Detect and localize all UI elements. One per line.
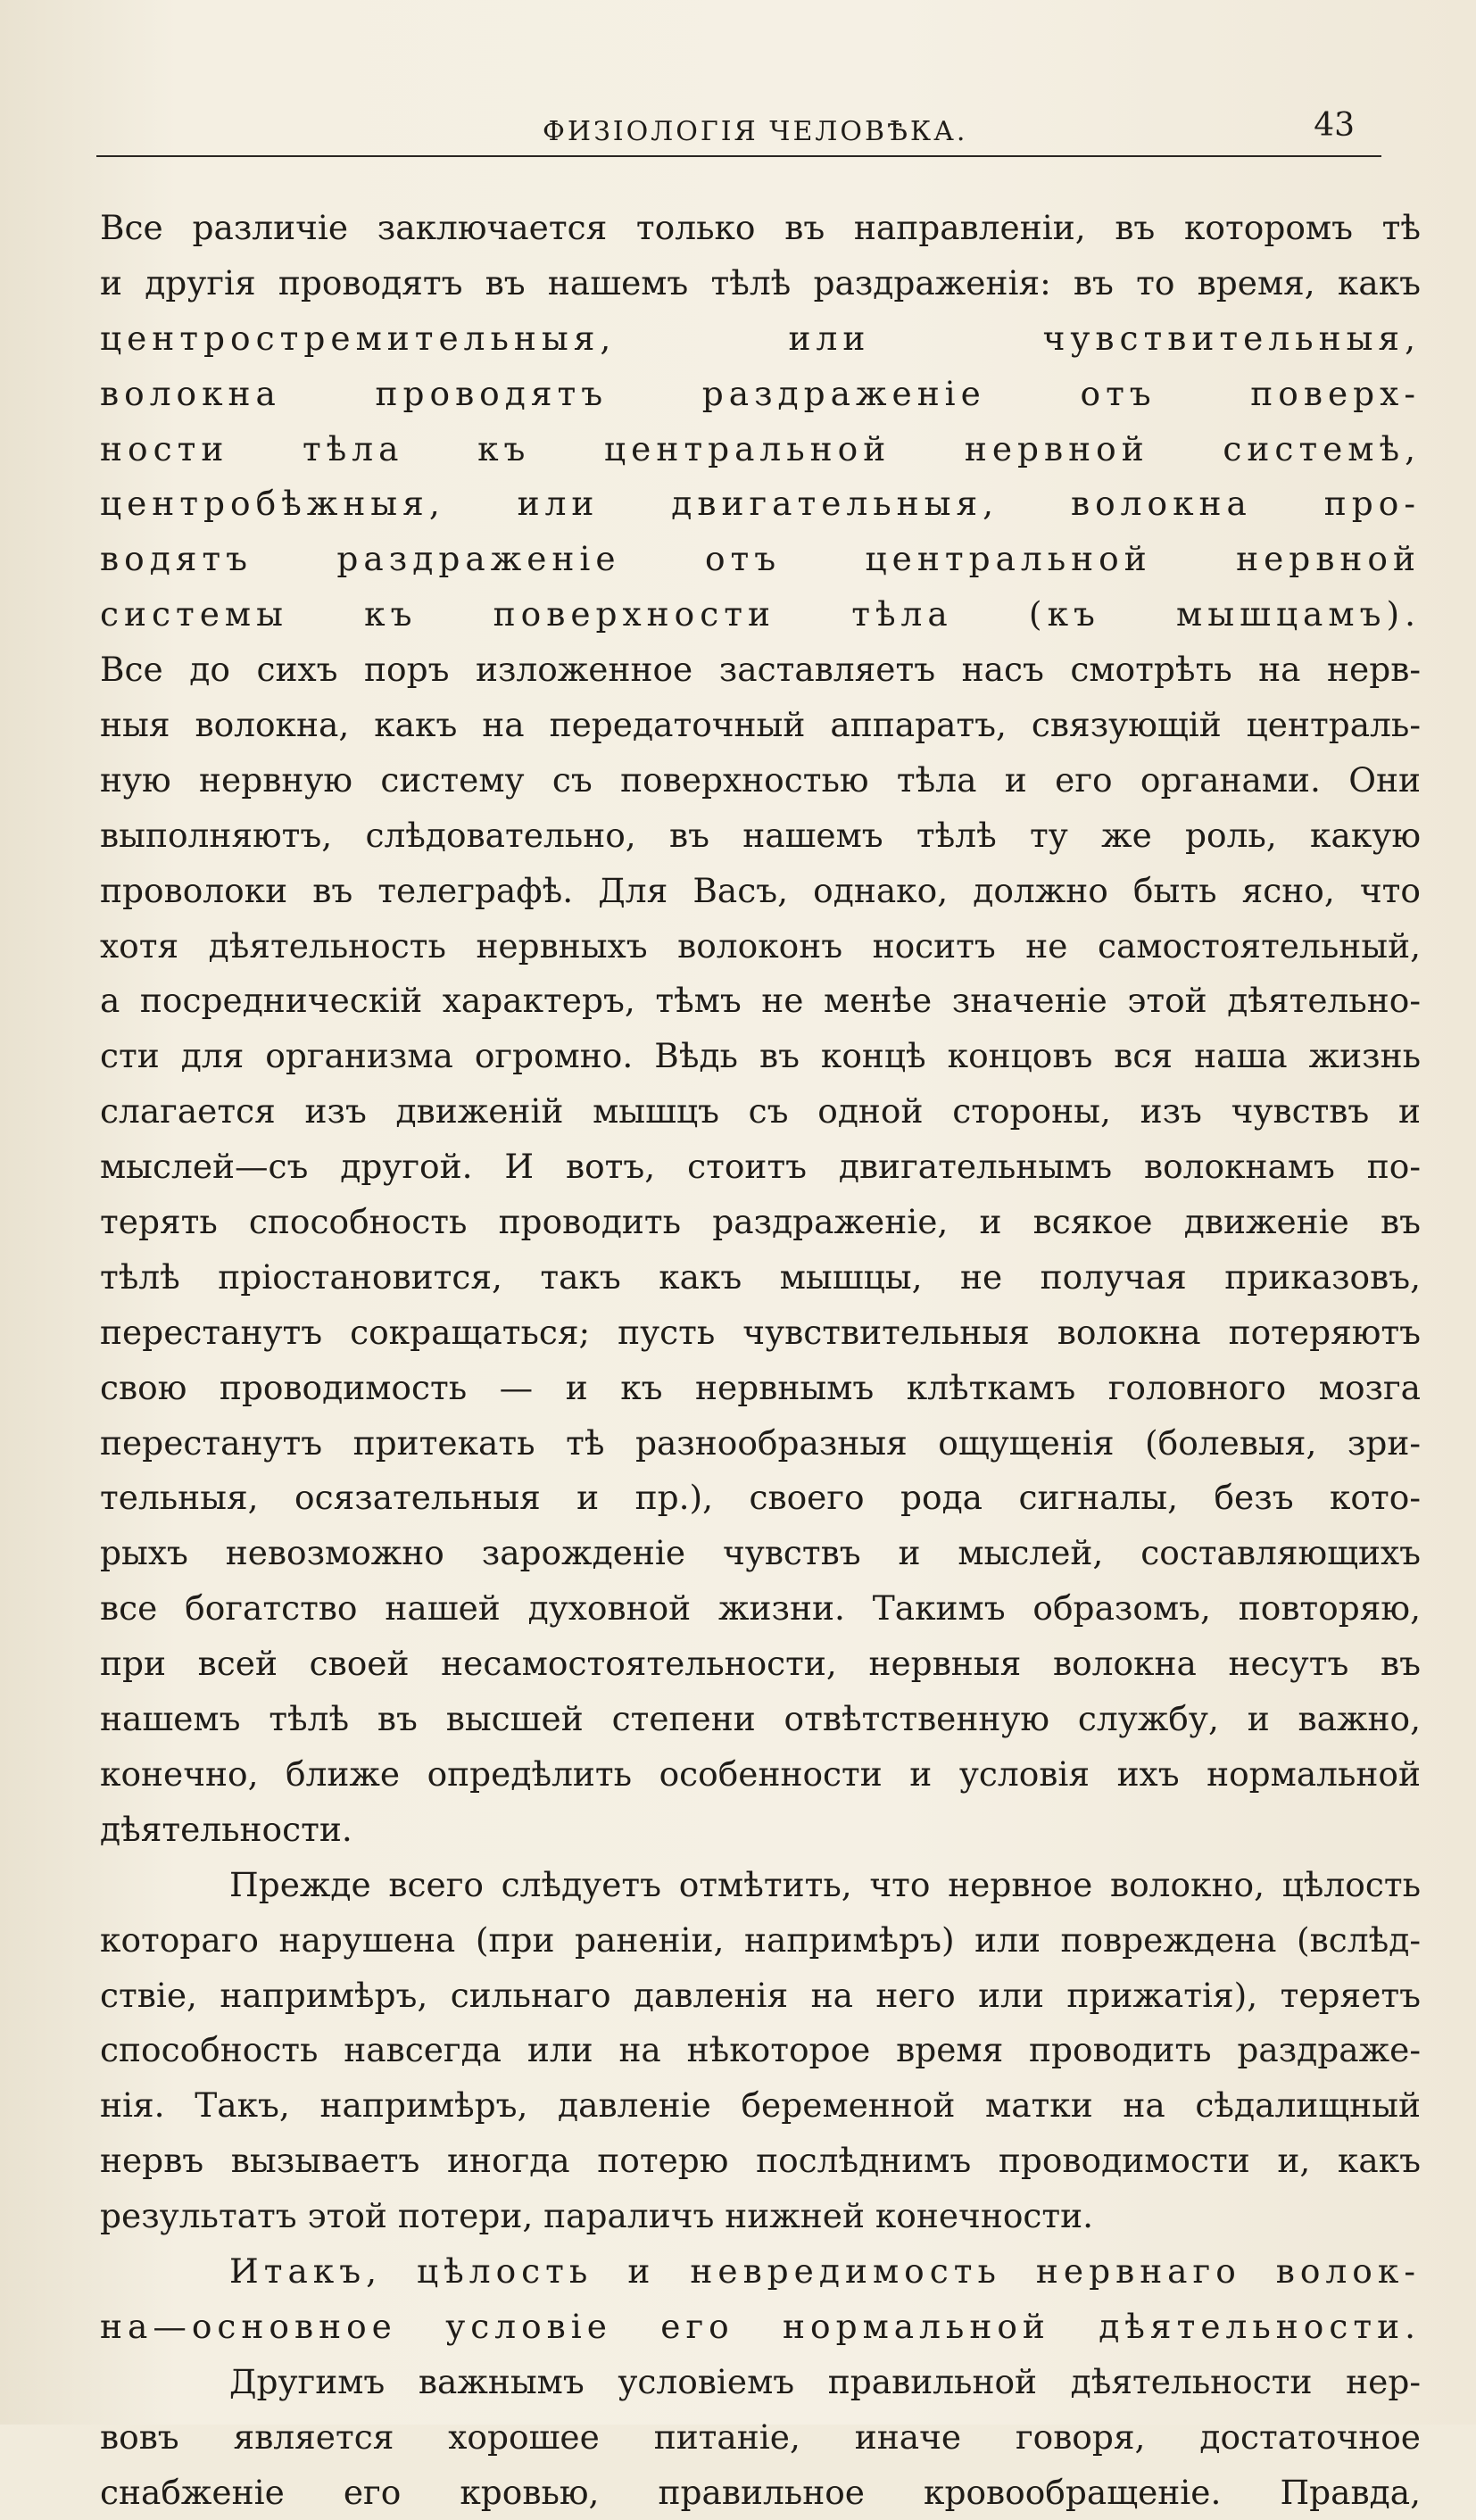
text-line: мыслей—съ другой. И вотъ, стоитъ двигательнымъ волокнамъ по- (100, 1147, 1421, 1187)
page-number: 43 (1314, 107, 1355, 144)
text-line: центростремительныя, или чувствительныя, (100, 318, 1421, 358)
text-line: водятъ раздраженіе отъ центральной нервной (100, 539, 1421, 579)
text-line: нія. Такъ, напримѣръ, давленіе беременной матки на сѣдалищный (100, 2085, 1421, 2126)
text-line: вовъ является хорошее питаніе, иначе говоря, достаточное (100, 2416, 1421, 2457)
text-line: нервъ вызываетъ иногда потерю послѣднимъ проводимости и, какъ (100, 2141, 1421, 2181)
text-line: терять способность проводить раздраженіе, и всякое движеніе въ (100, 1202, 1421, 1242)
text-line: тельныя, осязательныя и пр.), своего рода сигналы, безъ кото- (100, 1478, 1421, 1518)
text-line: конечно, ближе опредѣлить особенности и условія ихъ нормальной (100, 1753, 1421, 1794)
text-line: проволоки въ телеграфѣ. Для Васъ, однако, должно быть ясно, что (100, 870, 1421, 910)
text-line: ствіе, напримѣръ, сильнаго давленія на него или прижатія), теряетъ (100, 1975, 1421, 2015)
text-line: перестанутъ сокращаться; пусть чувствительныя волокна потеряютъ (100, 1312, 1421, 1352)
text-line: центробѣжныя, или двигательныя, волокна про- (100, 484, 1421, 524)
text-line: слагается изъ движеній мышцъ съ одной стороны, изъ чувствъ и (100, 1091, 1421, 1132)
text-line: системы къ поверхности тѣла (къ мышцамъ). (100, 594, 1421, 634)
text-line: рыхъ невозможно зарожденіе чувствъ и мыслей, составляющихъ (100, 1533, 1421, 1573)
text-line: свою проводимость — и къ нервнымъ клѣткамъ головного мозга (100, 1367, 1421, 1407)
text-line: тѣлѣ пріостановится, такъ какъ мышцы, не получая приказовъ, (100, 1256, 1421, 1297)
body-text (100, 201, 1421, 2520)
text-line: нашемъ тѣлѣ въ высшей степени отвѣтственную службу, и важно, (100, 1699, 1421, 1739)
text-line: сти для организма огромно. Вѣдь въ концѣ концовъ вся наша жизнь (100, 1036, 1421, 1076)
text-line: ности тѣла къ центральной нервной системѣ, (100, 428, 1421, 468)
text-line: ныя волокна, какъ на передаточный аппаратъ, связующій централь- (100, 705, 1421, 745)
text-line: котораго нарушена (при раненіи, напримѣръ) или повреждена (вслѣд- (100, 1919, 1421, 1960)
page-header (96, 100, 1381, 157)
text-line: на—основное условіе его нормальной дѣятельности. (100, 2306, 1421, 2346)
text-line: способность навсегда или на нѣкоторое время проводить раздраже- (100, 2030, 1421, 2070)
running-title: ФИЗІОЛОГІЯ ЧЕЛОВѢКА. (543, 116, 968, 147)
text-line: результатъ этой потери, параличъ нижней конечности. (100, 2196, 1094, 2236)
text-line: Прежде всего слѣдуетъ отмѣтить, что нервное волокно, цѣлость (229, 1864, 1421, 1904)
text-line: все богатство нашей духовной жизни. Такимъ образомъ, повторяю, (100, 1588, 1421, 1629)
text-line: и другія проводятъ въ нашемъ тѣлѣ раздраженія: въ то время, какъ (100, 262, 1421, 303)
text-line: Все до сихъ поръ изложенное заставляетъ насъ смотрѣть на нерв- (100, 650, 1421, 690)
text-line: Другимъ важнымъ условіемъ правильной дѣятельности нер- (229, 2361, 1421, 2401)
text-line: выполняютъ, слѣдовательно, въ нашемъ тѣлѣ ту же роль, какую (100, 815, 1421, 855)
text-line: ную нервную систему съ поверхностью тѣла и его органами. Они (100, 759, 1421, 800)
text-line: волокна проводятъ раздраженіе отъ поверх- (100, 373, 1421, 413)
text-line: а посредническій характеръ, тѣмъ не менѣе значеніе этой дѣятельно- (100, 981, 1421, 1021)
text-line: перестанутъ притекать тѣ разнообразныя ощущенія (болевыя, зри- (100, 1422, 1421, 1463)
text-line: дѣятельности. (100, 1809, 352, 1849)
text-line: Итакъ, цѣлость и невредимость нервнаго волок- (229, 2251, 1421, 2291)
text-line: при всей своей несамостоятельности, нервныя волокна несутъ въ (100, 1644, 1421, 1684)
text-line: хотя дѣятельность нервныхъ волоконъ носитъ не самостоятельный, (100, 925, 1421, 966)
text-line: снабженіе его кровью, правильное кровообращеніе. Правда, (100, 2472, 1421, 2512)
text-line: Все различіе заключается только въ направленіи, въ которомъ тѣ (100, 208, 1421, 247)
